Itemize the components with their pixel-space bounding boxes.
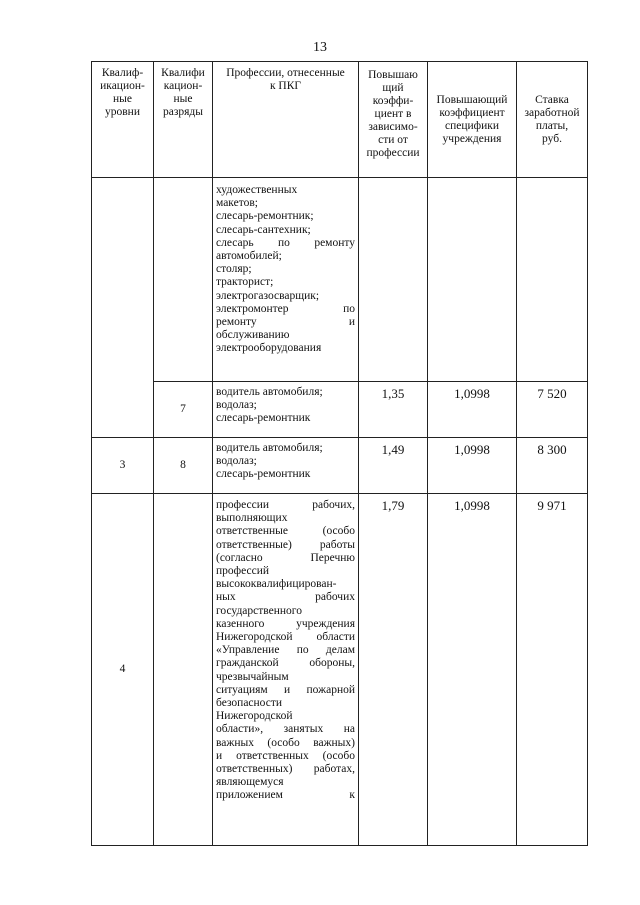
level-cell xyxy=(92,178,154,438)
profession-coefficient-cell: 1,35 xyxy=(359,382,428,438)
salary-table xyxy=(91,61,588,846)
grade-cell: 8 xyxy=(154,438,213,494)
profession-line: Нижегородской xyxy=(216,710,293,723)
profession-line: высококвалифицирован- xyxy=(216,578,337,591)
profession-line: профессии рабочих, xyxy=(216,499,355,511)
profession-line: (согласно Перечню xyxy=(216,551,355,564)
header-salary-rate: Ставка заработной платы, руб. xyxy=(517,62,588,178)
profession-line: «Управление по делам xyxy=(216,644,355,657)
table-row xyxy=(92,438,588,494)
profession-line: государственного xyxy=(216,604,302,617)
level-cell: 4 xyxy=(92,494,154,846)
profession-line: слесарь по ремонту xyxy=(216,236,355,249)
profession-line: чрезвычайным xyxy=(216,670,289,683)
profession-line: ных рабочих xyxy=(216,591,355,604)
profession-line: слесарь-ремонтник xyxy=(216,412,311,425)
profession-line: слесарь-ремонтник; xyxy=(216,210,314,223)
page-number: 13 xyxy=(313,40,327,55)
table-header-row xyxy=(92,62,588,178)
profession-line: водитель автомобиля; xyxy=(216,386,323,398)
profession-line: ответственные) работы xyxy=(216,538,355,551)
profession-line: тракторист; xyxy=(216,276,274,289)
table-row xyxy=(92,178,588,382)
profession-coefficient-cell xyxy=(359,178,428,382)
profession-line: являющемуся xyxy=(216,776,284,789)
grade-cell xyxy=(154,178,213,382)
institution-coefficient-cell: 1,0998 xyxy=(428,382,517,438)
profession-line: электромонтер по xyxy=(216,302,355,315)
header-professions: Профессии, отнесенные к ПКГ xyxy=(213,62,359,178)
profession-line: профессий xyxy=(216,565,270,578)
header-qualification-levels: Квалиф- икацион- ные уровни xyxy=(92,62,154,178)
header-institution-coefficient: Повышающий коэффициент специфики учреждения xyxy=(428,62,517,178)
profession-line: электрооборудования xyxy=(216,342,322,355)
profession-line: столяр; xyxy=(216,263,252,276)
institution-coefficient-cell: 1,0998 xyxy=(428,494,517,846)
profession-line: слесарь-ремонтник xyxy=(216,468,311,481)
profession-line: обслуживанию xyxy=(216,329,290,342)
header-qualification-grades: Квалифи кацион- ные разряды xyxy=(154,62,213,178)
profession-line: слесарь-сантехник; xyxy=(216,223,311,236)
table-row xyxy=(92,382,588,438)
salary-rate-cell: 9 971 xyxy=(517,494,588,846)
grade-cell xyxy=(154,494,213,846)
profession-line: выполняющих xyxy=(216,512,288,525)
profession-line: важных (особо важных) xyxy=(216,736,355,749)
level-cell: 3 xyxy=(92,438,154,494)
table-row xyxy=(92,494,588,846)
professions-cell xyxy=(213,178,359,382)
profession-line: ситуациям и пожарной xyxy=(216,683,355,696)
profession-line: художественных xyxy=(216,184,298,196)
profession-line: гражданской обороны, xyxy=(216,657,355,670)
profession-line: приложением к xyxy=(216,789,355,802)
profession-line: макетов; xyxy=(216,197,258,210)
profession-line: области», занятых на xyxy=(216,723,355,736)
profession-line: автомобилей; xyxy=(216,250,282,263)
profession-line: водолаз; xyxy=(216,455,257,468)
profession-line: ответственные (особо xyxy=(216,525,355,538)
salary-rate-cell xyxy=(517,178,588,382)
salary-rate-cell: 7 520 xyxy=(517,382,588,438)
profession-line: казенного учреждения xyxy=(216,617,355,630)
professions-cell xyxy=(213,494,359,846)
profession-line: водитель автомобиля; xyxy=(216,442,323,454)
profession-line: электрогазосварщик; xyxy=(216,289,320,302)
institution-coefficient-cell xyxy=(428,178,517,382)
profession-line: и ответственных (особо xyxy=(216,749,355,762)
profession-coefficient-cell: 1,49 xyxy=(359,438,428,494)
profession-line: ремонту и xyxy=(216,316,355,329)
profession-line: Нижегородской области xyxy=(216,631,355,644)
profession-coefficient-cell: 1,79 xyxy=(359,494,428,846)
grade-cell: 7 xyxy=(154,382,213,438)
profession-line: водолаз; xyxy=(216,399,257,412)
header-profession-coefficient: Повышаю щий коэффи- циент в зависимо- сти от профессии xyxy=(359,62,428,178)
institution-coefficient-cell: 1,0998 xyxy=(428,438,517,494)
profession-line: ответственных) работах, xyxy=(216,763,355,776)
professions-cell xyxy=(213,382,359,438)
salary-rate-cell: 8 300 xyxy=(517,438,588,494)
professions-cell xyxy=(213,438,359,494)
profession-line: безопасности xyxy=(216,697,283,710)
